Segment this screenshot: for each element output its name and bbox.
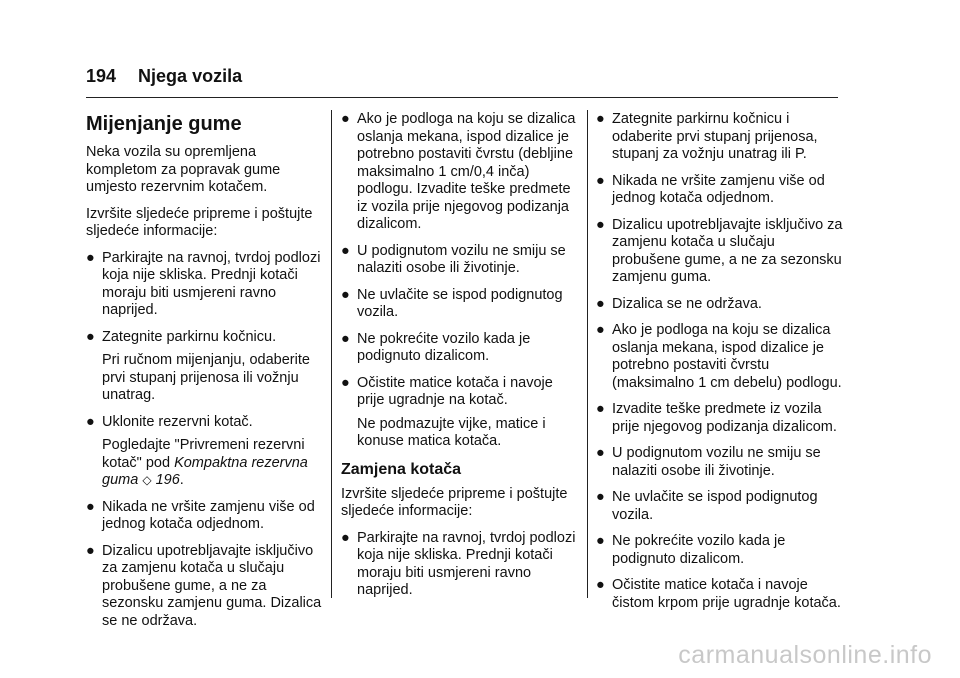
bullet: ● — [341, 529, 350, 546]
list-item-text: Parkirajte na ravnoj, tvrdoj podlozi koja nije skliska. Prednji kotači moraju biti usmjereni ravno naprijed. — [357, 529, 576, 598]
list-item — [596, 445, 844, 480]
page-number: 194 — [86, 66, 117, 86]
bullet: ● — [596, 216, 605, 233]
list-item — [86, 414, 322, 432]
heading-wheel-change: Zamjena kotača — [341, 460, 462, 478]
column-divider — [331, 110, 332, 598]
section-title: Njega vozila — [138, 66, 243, 86]
list-item — [341, 530, 581, 600]
page-reference-icon: ◇ — [142, 473, 152, 487]
list-item — [596, 173, 844, 208]
list-item — [596, 401, 844, 436]
list-item — [341, 375, 581, 410]
bullet: ● — [596, 577, 605, 593]
list-item — [596, 217, 844, 287]
list-item-text: Očistite matice kotača i navoje čistom krpom prije ugradnje kotača. — [612, 577, 841, 611]
list-item — [596, 489, 844, 524]
bullet: ● — [596, 533, 605, 549]
bullet: ● — [596, 111, 605, 127]
page-reference-number[interactable]: 196 — [155, 472, 180, 488]
list-item — [596, 322, 844, 392]
intro-paragraph: Neka vozila su opremljena kompletom za popravak gume umjesto rezervnim kotačem. — [86, 144, 281, 195]
list-item — [596, 577, 844, 612]
watermark: carmanualsonline.info — [678, 641, 932, 669]
list-item-text: Nikada ne vršite zamjenu više od jednog kotača odjednom. — [102, 498, 315, 532]
bullet: ● — [596, 295, 605, 312]
list-item — [596, 533, 844, 568]
bullet: ● — [86, 542, 95, 559]
list-item — [86, 329, 322, 347]
list-item — [86, 499, 322, 534]
bullet: ● — [596, 172, 605, 189]
compact-spare-link[interactable]: Kompaktna rezervna guma — [102, 454, 308, 488]
header-rule — [86, 97, 838, 98]
sub-paragraph: Ne podmazujte vijke, matice i konuse matica kotača. — [357, 415, 546, 449]
list-item — [596, 296, 844, 314]
list-item-text: Ne uvlačite se ispod podignutog vozila. — [612, 489, 818, 523]
list-item-text: U podignutom vozilu ne smiju se nalaziti osobe ili životinje. — [612, 445, 821, 479]
column-3 — [596, 111, 844, 621]
instructions-paragraph: Izvršite sljedeće pripreme i poštujte sljedeće informacije: — [86, 205, 313, 239]
list-item-text: Dizalicu upotrebljavajte isključivo za zamjenu kotača u slučaju probušene gume, a ne za sezonsku zamjenu guma. Dizalica se ne održava. — [102, 542, 322, 629]
bullet: ● — [86, 413, 95, 430]
bullet: ● — [596, 401, 605, 417]
bullet: ● — [341, 242, 350, 259]
list-item-text: U podignutom vozilu ne smiju se nalaziti osobe ili životinje. — [357, 242, 566, 276]
list-item — [86, 543, 322, 631]
list-item — [341, 287, 581, 322]
bullet: ● — [86, 328, 95, 345]
page-header — [86, 66, 242, 87]
reference-suffix: . — [179, 472, 184, 488]
bullet: ● — [596, 322, 605, 338]
list-item-text: Ne pokrećite vozilo kada je podignuto dizalicom. — [612, 533, 786, 567]
list-item-text: Zategnite parkirnu kočnicu. — [102, 328, 277, 345]
column-2 — [341, 111, 581, 609]
bullet: ● — [596, 445, 605, 461]
sub-paragraph: Pri ručnom mijenjanju, odaberite prvi stupanj prijenosa ili vožnju unatrag. — [102, 352, 310, 403]
list-item-text: Nikada ne vršite zamjenu više od jednog kotača odjednom. — [612, 172, 825, 206]
list-item-text: Dizalicu upotrebljavajte isključivo za zamjenu kotača u slučaju probušene gume, a ne za sezonsku zamjenu guma. — [612, 216, 843, 285]
bullet: ● — [86, 249, 95, 266]
list-item — [341, 243, 581, 278]
instructions-paragraph: Izvršite sljedeće pripreme i poštujte sljedeće informacije: — [341, 485, 568, 519]
list-item-text: Zategnite parkirnu kočnicu i odaberite prvi stupanj prijenosa, stupanj za vožnju unatrag ili P. — [612, 111, 818, 162]
list-item — [596, 111, 844, 164]
list-item-text: Parkirajte na ravnoj, tvrdoj podlozi koja nije skliska. Prednji kotači moraju biti usmjereni ravno naprijed. — [102, 249, 321, 318]
list-item — [341, 111, 581, 234]
list-item-text: Uklonite rezervni kotač. — [102, 413, 253, 430]
list-item-text: Ako je podloga na koju se dizalica oslanja mekana, ispod dizalice je potrebno postaviti čvrstu (maksimalno 1 cm debelu) podlogu. — [612, 322, 842, 391]
bullet: ● — [341, 111, 350, 127]
bullet: ● — [596, 489, 605, 505]
list-item-text: Očistite matice kotača i navoje prije ugradnje na kotač. — [357, 374, 553, 408]
column-divider — [587, 110, 588, 598]
list-item-text: Izvadite teške predmete iz vozila prije njegovog podizanja dizalicom. — [612, 401, 837, 435]
list-item-text: Ako je podloga na koju se dizalica oslanja mekana, ispod dizalice je potrebno postaviti čvrstu (debljine maksimalno 1 cm/0,4 inča) podlogu. Izvadite teške predmete iz vozila prije njegovog podizanja dizalicom. — [357, 111, 576, 232]
bullet: ● — [341, 330, 350, 347]
list-item-text: Dizalica se ne održava. — [612, 295, 762, 312]
bullet: ● — [341, 286, 350, 303]
list-item-text: Ne pokrećite vozilo kada je podignuto dizalicom. — [357, 330, 531, 364]
sub-paragraph-reference — [86, 437, 322, 490]
reference-prefix: Pogledajte "Privremeni rezervni kotač" pod — [102, 437, 305, 471]
bullet: ● — [341, 374, 350, 391]
bullet: ● — [86, 498, 95, 515]
list-item-text: Ne uvlačite se ispod podignutog vozila. — [357, 286, 563, 320]
list-item — [86, 250, 322, 320]
heading-tire-change: Mijenjanje gume — [86, 113, 242, 135]
list-item — [341, 331, 581, 366]
column-1 — [86, 108, 322, 639]
